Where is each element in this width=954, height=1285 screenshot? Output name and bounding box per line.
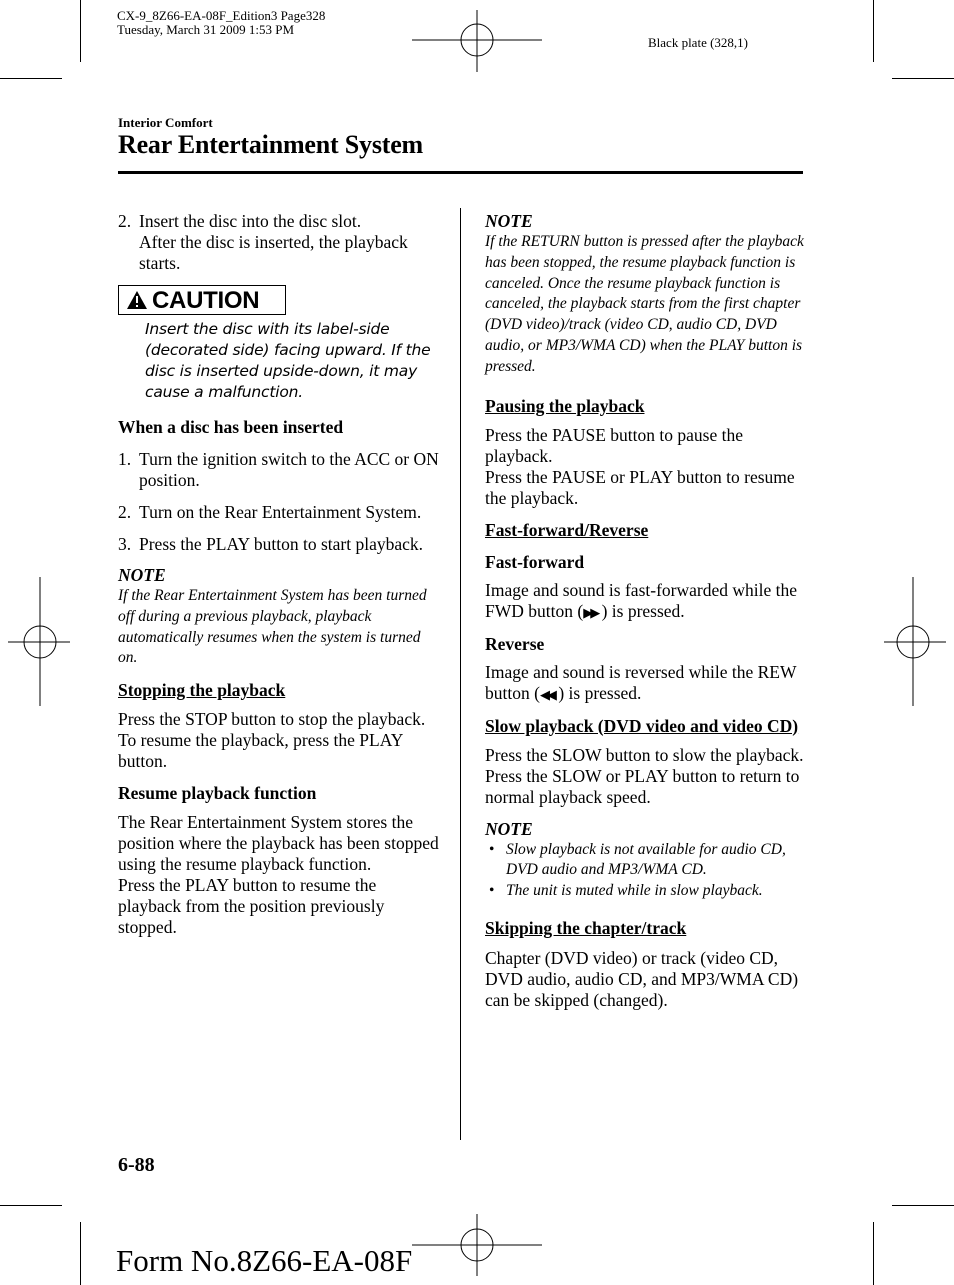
stopping-paragraph-2: To resume the playback, press the PLAY button. (118, 730, 403, 772)
reverse-subheading: Reverse (485, 633, 545, 654)
pausing-paragraph-2: Press the PAUSE or PLAY button to resume the playback. (485, 466, 795, 508)
step-insert-disc (118, 211, 440, 274)
step-number: 1. (118, 449, 132, 469)
pausing-heading: Pausing the playback (485, 395, 645, 416)
slow-paragraph-1: Press the SLOW button to slow the playback. (485, 744, 804, 765)
page-number: 6-88 (118, 1154, 155, 1176)
resume-paragraph-2: Press the PLAY button to resume the playback from the position previously stopped. (118, 875, 385, 938)
caution-text: Insert the disc with its label-side (decorated side) facing upward. If the disc is inserted upside-down, it may cause a malfunction. (145, 320, 431, 401)
when-inserted-heading: When a disc has been inserted (118, 417, 344, 437)
step-subtext: After the disc is inserted, the playback starts. (139, 232, 408, 273)
column-divider (460, 208, 461, 1140)
fast-forward-text-a: Image and sound is fast-forwarded while the FWD button ( (485, 579, 797, 621)
bullet-text: The unit is muted while in slow playback. (506, 882, 763, 900)
fast-forward-text (485, 580, 805, 623)
reverse-text (485, 662, 805, 705)
fast-forward-text-b: ) is pressed. (597, 600, 685, 621)
black-plate-label: Black plate (328,1) (648, 35, 748, 50)
rewind-icon: ◀◀ (539, 686, 554, 702)
step-text: Turn the ignition switch to the ACC or ON position. (139, 449, 439, 490)
bullet-icon: • (489, 840, 495, 858)
title-rule (118, 171, 803, 174)
step-number: 2. (118, 502, 132, 522)
page-title: Rear Entertainment System (118, 130, 424, 159)
note-bullet-list (485, 840, 805, 902)
right-column (485, 211, 805, 1011)
section-label: Interior Comfort (118, 115, 213, 130)
step-play (118, 534, 440, 555)
step-text: Insert the disc into the disc slot. (139, 211, 362, 231)
bullet-icon: • (489, 882, 495, 900)
list-item (485, 881, 805, 902)
note-text: If the RETURN button is pressed after the playback has been stopped, the resume playback function is canceled. Once the resume playback function is canceled, the playback starts from the first chapter (DVD video)/track (video CD, audio CD, DVD audio, or MP3/WMA CD) when the PLAY button is pressed. (485, 233, 804, 375)
step-number: 2. (118, 211, 132, 231)
fast-forward-icon: ▶▶ (583, 604, 598, 620)
skipping-paragraph: Chapter (DVD video) or track (video CD, DVD audio, audio CD, and MP3/WMA CD) can be skipped (changed). (485, 947, 799, 1010)
stopping-paragraph-1: Press the STOP button to stop the playback. (118, 709, 426, 730)
skipping-heading: Skipping the chapter/track (485, 917, 687, 938)
reverse-text-b: ) is pressed. (553, 682, 642, 703)
note-label: NOTE (485, 211, 533, 231)
stopping-heading: Stopping the playback (118, 680, 286, 701)
step-turn-on (118, 502, 440, 523)
slow-playback-heading: Slow playback (DVD video and video CD) (485, 715, 799, 736)
reverse-text-a: Image and sound is reversed while the REW button ( (485, 661, 797, 703)
warning-triangle-icon (126, 290, 148, 310)
step-text: Turn on the Rear Entertainment System. (139, 502, 422, 522)
left-column (118, 211, 440, 938)
note-label: NOTE (485, 818, 533, 839)
note-label: NOTE (118, 565, 166, 585)
list-item (485, 840, 805, 882)
print-file-line: CX-9_8Z66-EA-08F_Edition3 Page328 (117, 8, 326, 23)
ff-reverse-heading: Fast-forward/Reverse (485, 519, 649, 540)
caution-box (118, 285, 286, 315)
step-text: Press the PLAY button to start playback. (139, 534, 424, 554)
note-text: If the Rear Entertainment System has been turned off during a previous playback, playback automatically resumes when the system is turned on. (118, 587, 427, 667)
slow-paragraph-2: Press the SLOW or PLAY button to return to normal playback speed. (485, 765, 800, 807)
form-number: Form No.8Z66-EA-08F (116, 1243, 413, 1278)
step-number: 3. (118, 534, 132, 554)
resume-heading: Resume playback function (118, 783, 317, 804)
print-date-line: Tuesday, March 31 2009 1:53 PM (117, 22, 295, 37)
pausing-paragraph-1: Press the PAUSE button to pause the playback. (485, 424, 743, 466)
caution-label: CAUTION (152, 286, 260, 314)
bullet-text: Slow playback is not available for audio CD, DVD audio and MP3/WMA CD. (506, 840, 786, 879)
fast-forward-subheading: Fast-forward (485, 551, 585, 572)
resume-paragraph-1: The Rear Entertainment System stores the position where the playback has been stopped using the resume playback function. (118, 812, 439, 875)
step-ignition (118, 449, 440, 491)
